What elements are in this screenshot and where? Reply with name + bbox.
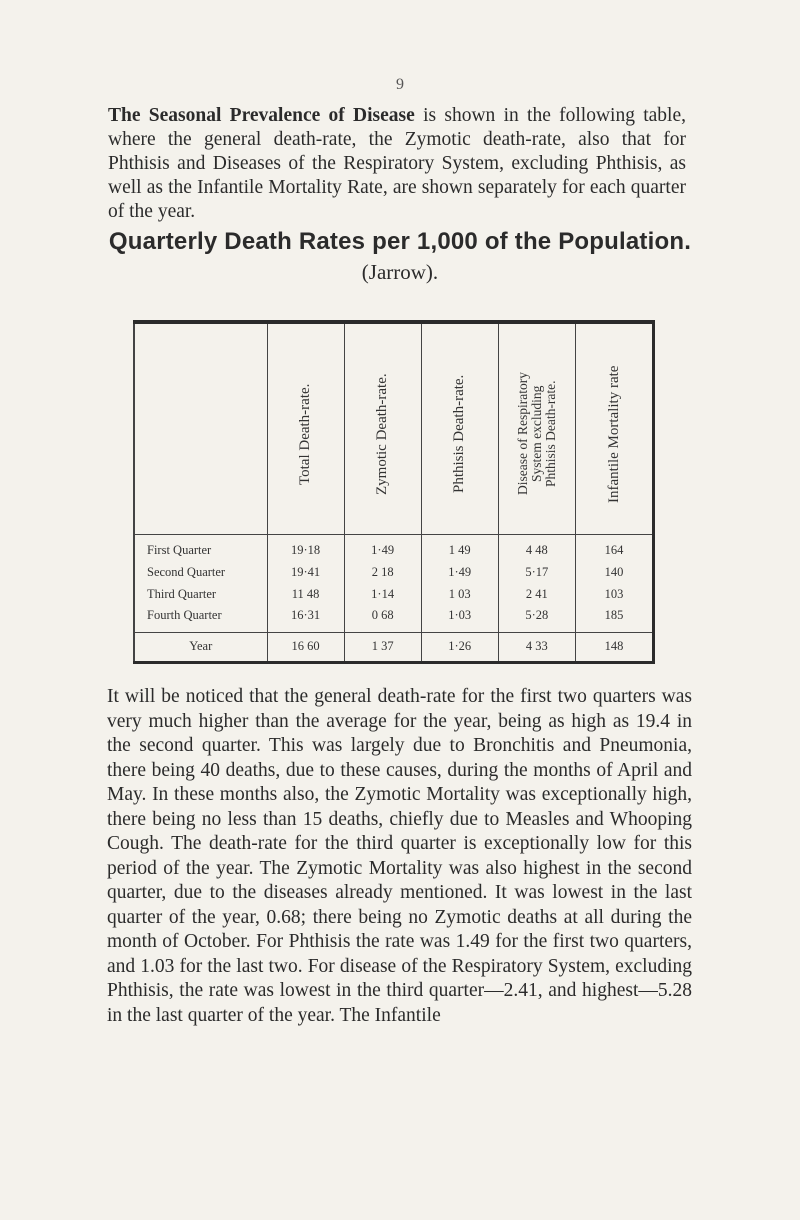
table-cell: 185 <box>576 605 654 627</box>
table-cell: 19·18 <box>267 540 344 562</box>
table-cell: 2 41 <box>498 583 575 605</box>
table-row <box>134 562 654 584</box>
intro-rest: is shown in the following table, where the general death-rate, the Zymotic death-rate, also that for Phthisis and Diseases of the Respiratory System, excluding Phthisis, as well as the Infantile Mortality Rate, are shown separately for each quarter of the year. <box>108 105 686 222</box>
table-cell: 4 48 <box>498 540 575 562</box>
commentary-paragraph: It will be noticed that the general death-rate for the first two quarters was very much higher than the average for the year, being as high as 19.4 in the second quarter. This was largely due to Bronchitis and Pneumonia, there being 40 deaths, due to these causes, during the months of April and May. In these months also, the Zymotic Mortality was exceptionally high, there being no less than 15 deaths, chiefly due to Measles and Whooping Cough. The death-rate for the third quarter is exceptionally low for this period of the year. The Zymotic Mortality was also highest in the second quarter, due to the diseases already mentioned. It was lowest in the last quarter of the year, 0.68; there being no Zymotic deaths at all during the month of October. For Phthisis the rate was 1.49 for the first two quarters, and 1.03 for the last two. For disease of the Respiratory System, excluding Phthisis, the rate was lowest in the third quarter—2.41, and highest—5.28 in the last quarter of the year. The Infantile <box>107 686 692 1026</box>
table-cell: 1·26 <box>421 632 498 663</box>
row-label: Second Quarter <box>147 564 226 579</box>
row-label: Third Quarter <box>147 586 217 601</box>
intro-lead: The Seasonal Prevalence of Disease <box>108 105 415 126</box>
page-number: 9 <box>396 76 404 93</box>
table-cell: 103 <box>576 583 654 605</box>
table-cell: 164 <box>576 540 654 562</box>
table-header-row <box>134 322 654 535</box>
table-cell: 1 49 <box>421 540 498 562</box>
row-label: First Quarter <box>147 543 212 558</box>
year-total-row <box>134 632 654 663</box>
row-label-header <box>134 322 267 535</box>
col-header-zymotic: Zymotic Death-rate. <box>344 322 421 535</box>
intro-paragraph <box>108 104 686 224</box>
col-header-phthisis: Phthisis Death-rate. <box>421 322 498 535</box>
death-rates-table-wrap <box>133 320 655 664</box>
table-cell: 5·17 <box>498 562 575 584</box>
table-cell: 1·14 <box>344 583 421 605</box>
row-label: Year <box>134 632 267 663</box>
col-header-respiratory: Disease of Respiratory System excluding Phthisis Death-rate. <box>498 322 575 535</box>
row-label: Fourth Quarter <box>147 608 222 623</box>
table-cell: 16 60 <box>267 632 344 663</box>
table-cell: 1·49 <box>421 562 498 584</box>
table-cell: 148 <box>576 632 654 663</box>
table-cell: 16·31 <box>267 605 344 627</box>
col-header-total: Total Death-rate. <box>267 322 344 535</box>
table-cell: 1·49 <box>344 540 421 562</box>
table-cell: 1 37 <box>344 632 421 663</box>
table-cell: 2 18 <box>344 562 421 584</box>
table-cell: 19·41 <box>267 562 344 584</box>
table-heading: Quarterly Death Rates per 1,000 of the Population. <box>108 228 692 255</box>
table-row <box>134 540 654 562</box>
table-row <box>134 605 654 627</box>
col-header-infantile: Infantile Mortality rate <box>576 322 654 535</box>
table-cell: 1·03 <box>421 605 498 627</box>
table-row <box>134 583 654 605</box>
table-cell: 11 48 <box>267 583 344 605</box>
death-rates-table <box>133 320 655 664</box>
table-cell: 4 33 <box>498 632 575 663</box>
table-cell: 0 68 <box>344 605 421 627</box>
table-cell: 5·28 <box>498 605 575 627</box>
table-cell: 1 03 <box>421 583 498 605</box>
table-subheading: (Jarrow). <box>361 260 439 284</box>
table-cell: 140 <box>576 562 654 584</box>
